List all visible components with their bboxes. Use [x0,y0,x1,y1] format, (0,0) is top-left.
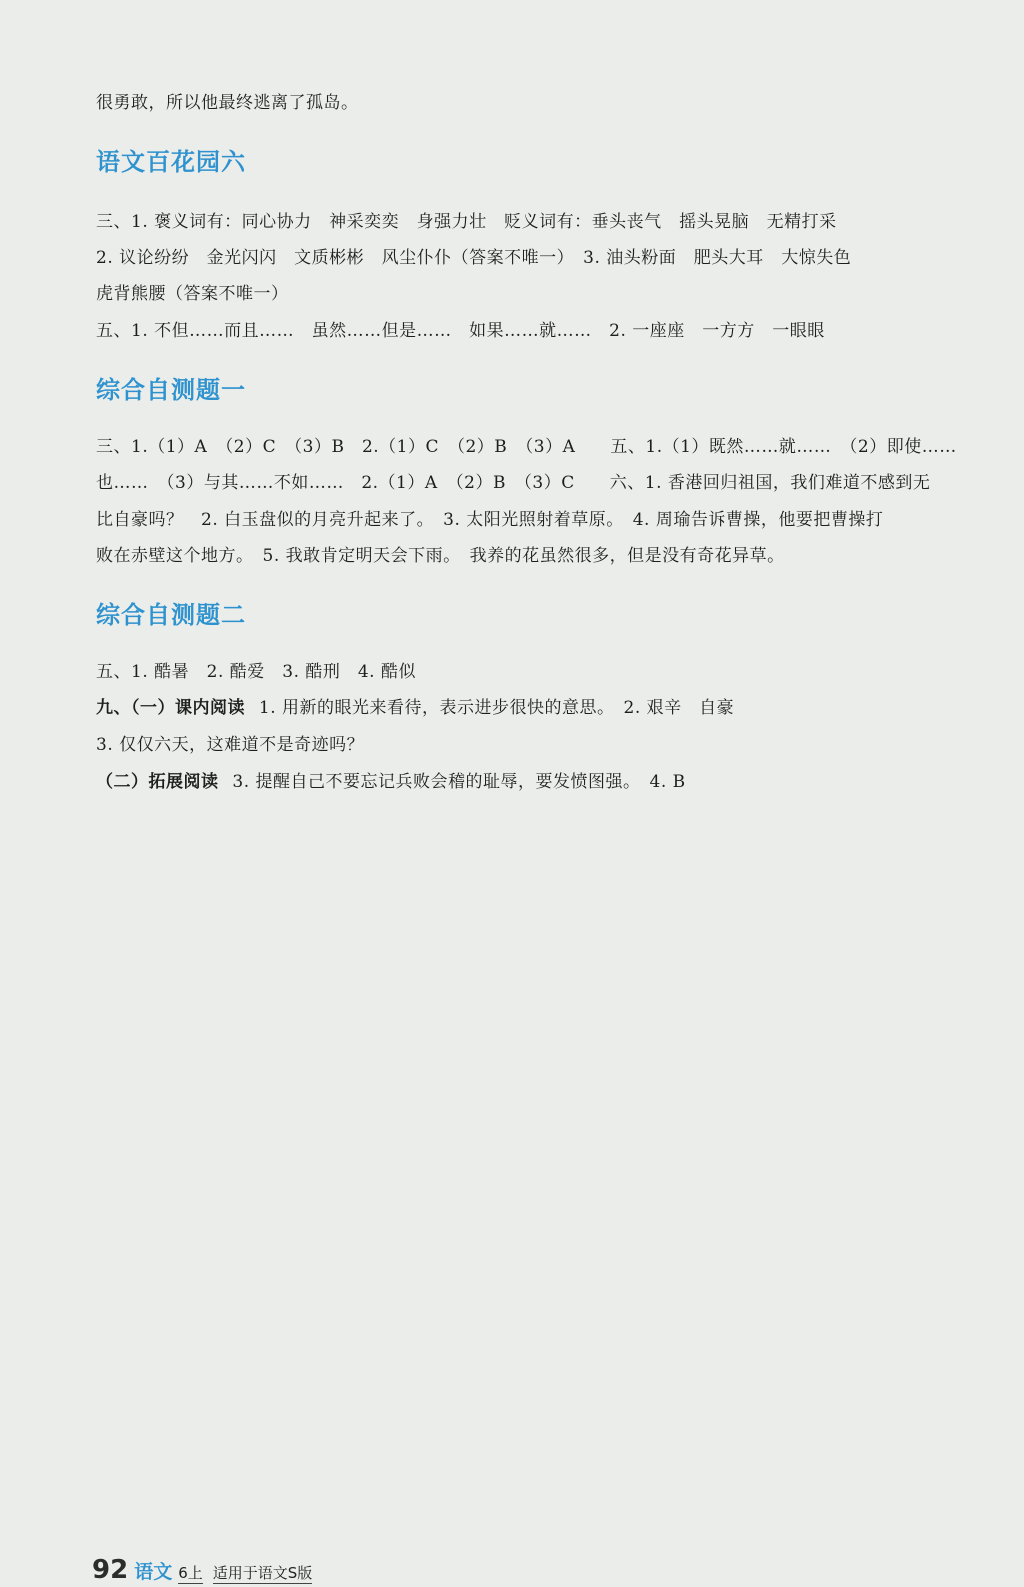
answer-line: 败在赤壁这个地方。 5. 我敢肯定明天会下雨。 我养的花虽然很多，但是没有奇花异草。 [96,546,785,566]
answer-line: 3. 仅仅六天，这难道不是奇迹吗？ [96,735,365,755]
answer-line: 三、1. 褒义词有：同心协力 神采奕奕 身强力壮 贬义词有：垂头丧气 摇头晃脑 无精打采 [96,212,837,232]
reading-extended-text: 3. 提醒自己不要忘记兵败会稽的耻辱，要发愤图强。 4. B [232,772,686,792]
footer-edition: 适用于语文S版 [212,1564,313,1582]
answer-line: 2. 议论纷纷 金光闪闪 文质彬彬 风尘仆仆（答案不唯一） 3. 油头粉面 肥头大耳 大惊失色 [96,248,852,268]
reading-extended-line [96,767,1016,792]
answer-line: 也…… （3）与其……不如…… 2.（1）A （2）B （3）C 六、1. 香港回归祖国，我们难道不感到无 [96,473,931,493]
page-footer [92,1555,312,1585]
reading-inclass-line [96,693,1016,718]
answer-line: 比自豪吗？ 2. 白玉盘似的月亮升起来了。 3. 太阳光照射着草原。 4. 周瑜告诉曹操，他要把曹操打 [96,510,884,530]
reading-inclass-label: 九、（一）课内阅读 [96,698,245,718]
answer-line: 三、1.（1）A （2）C （3）B 2.（1）C （2）B （3）A 五、1.（1）既然……就…… （2）即使…… [96,437,957,457]
section-title-test-2: 综合自测题二 [96,601,246,629]
answer-line: 虎背熊腰（答案不唯一） [96,284,289,304]
reading-extended-label: （二）拓展阅读 [96,772,219,792]
intro-line: 很勇敢，所以他最终逃离了孤岛。 [96,93,359,113]
section-title-yuwen-baihuayuan-6: 语文百花园六 [96,148,246,176]
reading-inclass-text: 1. 用新的眼光来看待，表示进步很快的意思。 2. 艰辛 自豪 [258,698,735,718]
page-number: 92 [92,1555,129,1585]
section-title-test-1: 综合自测题一 [96,376,246,404]
answer-line: 五、1. 不但……而且…… 虽然……但是…… 如果……就…… 2. 一座座 一方方 一眼眼 [96,321,825,341]
answer-line: 五、1. 酷暑 2. 酷爱 3. 酷刑 4. 酷似 [96,662,416,682]
footer-subject: 语文 [134,1561,173,1583]
footer-grade: 6上 [178,1564,203,1582]
